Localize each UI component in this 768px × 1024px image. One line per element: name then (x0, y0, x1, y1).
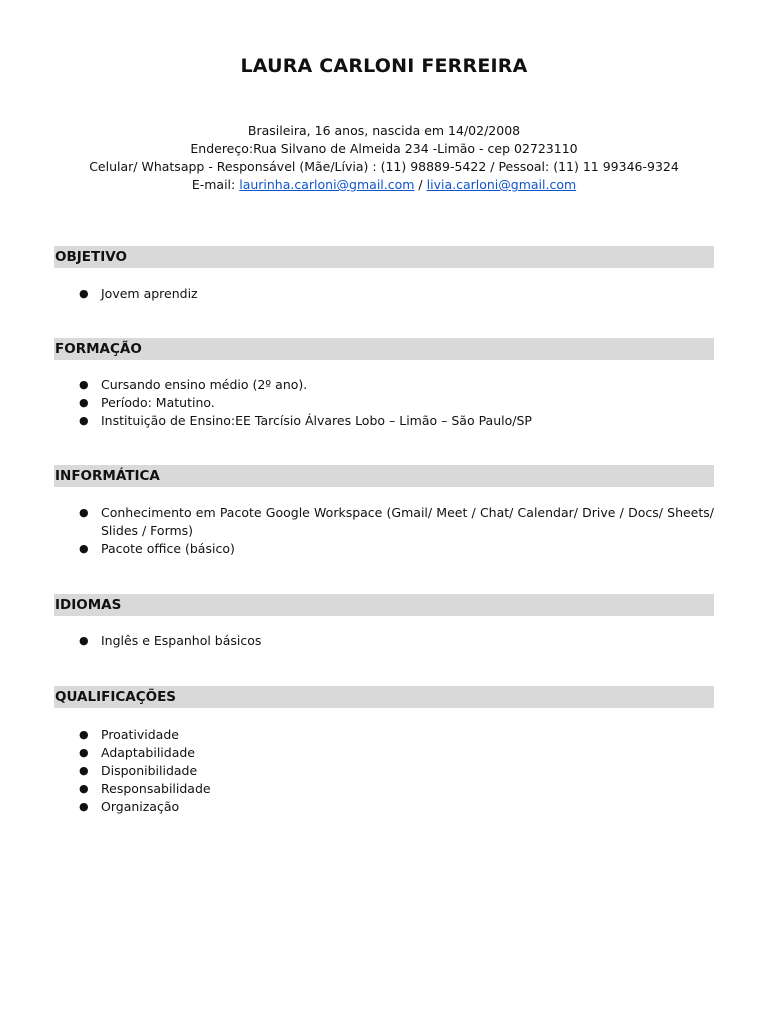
section-heading: FORMAÇÃO (54, 338, 714, 360)
list-item: ● Jovem aprendiz (79, 286, 198, 301)
section-heading: OBJETIVO (54, 246, 714, 268)
bullet-list (54, 726, 714, 816)
email-separator: / (414, 177, 427, 192)
list-item: ● Organização (79, 799, 180, 814)
personal-info-line: Brasileira, 16 anos, nascida em 14/02/2008 (247, 123, 521, 138)
section-idiomas (54, 594, 714, 650)
bullet-icon: ● (79, 746, 89, 759)
bullet-icon: ● (79, 287, 89, 300)
address-line: Endereço:Rua Silvano de Almeida 234 -Limão - cep 02723110 (190, 141, 578, 156)
email-line (0, 176, 768, 194)
bullet-list (54, 632, 714, 650)
list-item: ● Instituição de Ensino:EE Tarcísio Álvares Lobo – Limão – São Paulo/SP (79, 413, 532, 428)
bullet-icon: ● (79, 764, 89, 777)
resume-name: LAURA CARLONI FERREIRA (240, 55, 528, 77)
list-item: ● Proatividade (79, 727, 179, 742)
section-heading: QUALIFICAÇÕES (54, 686, 714, 708)
list-item: ● Cursando ensino médio (2º ano). (79, 377, 308, 392)
email-link-laurinha[interactable]: laurinha.carloni@gmail.com (239, 177, 415, 192)
list-item: ● Adaptabilidade (79, 745, 195, 760)
bullet-icon: ● (79, 378, 89, 391)
list-item: ● Disponibilidade (79, 763, 198, 778)
bullet-icon: ● (79, 634, 89, 647)
email-label: E-mail: (191, 177, 240, 192)
bullet-icon: ● (79, 542, 89, 555)
section-heading: INFORMÁTICA (54, 465, 714, 487)
bullet-icon: ● (79, 396, 89, 409)
email-link-livia[interactable]: livia.carloni@gmail.com (426, 177, 577, 192)
bullet-list (54, 376, 714, 430)
bullet-icon: ● (79, 782, 89, 795)
bullet-icon: ● (79, 506, 89, 519)
bullet-list (54, 285, 714, 303)
section-informatica (54, 465, 714, 558)
list-item: ● Responsabilidade (79, 781, 211, 796)
contact-info (0, 122, 768, 194)
list-item: ● Conhecimento em Pacote Google Workspace (Gmail/ Meet / Chat/ Calendar/ Drive / Docs/ Sheets/ Slides / Forms) (79, 505, 714, 538)
section-objetivo (54, 246, 714, 303)
list-item: ● Período: Matutino. (79, 395, 215, 410)
bullet-list (54, 504, 714, 558)
section-qualificacoes (54, 686, 714, 816)
phone-line: Celular/ Whatsapp - Responsável (Mãe/Lívia) : (11) 98889-5422 / Pessoal: (11) 11 99346-9324 (89, 159, 679, 174)
bullet-icon: ● (79, 800, 89, 813)
bullet-icon: ● (79, 728, 89, 741)
section-formacao (54, 338, 714, 430)
list-item: ● Inglês e Espanhol básicos (79, 633, 262, 648)
list-item: ● Pacote office (básico) (79, 541, 235, 556)
section-heading: IDIOMAS (54, 594, 714, 616)
bullet-icon: ● (79, 414, 89, 427)
